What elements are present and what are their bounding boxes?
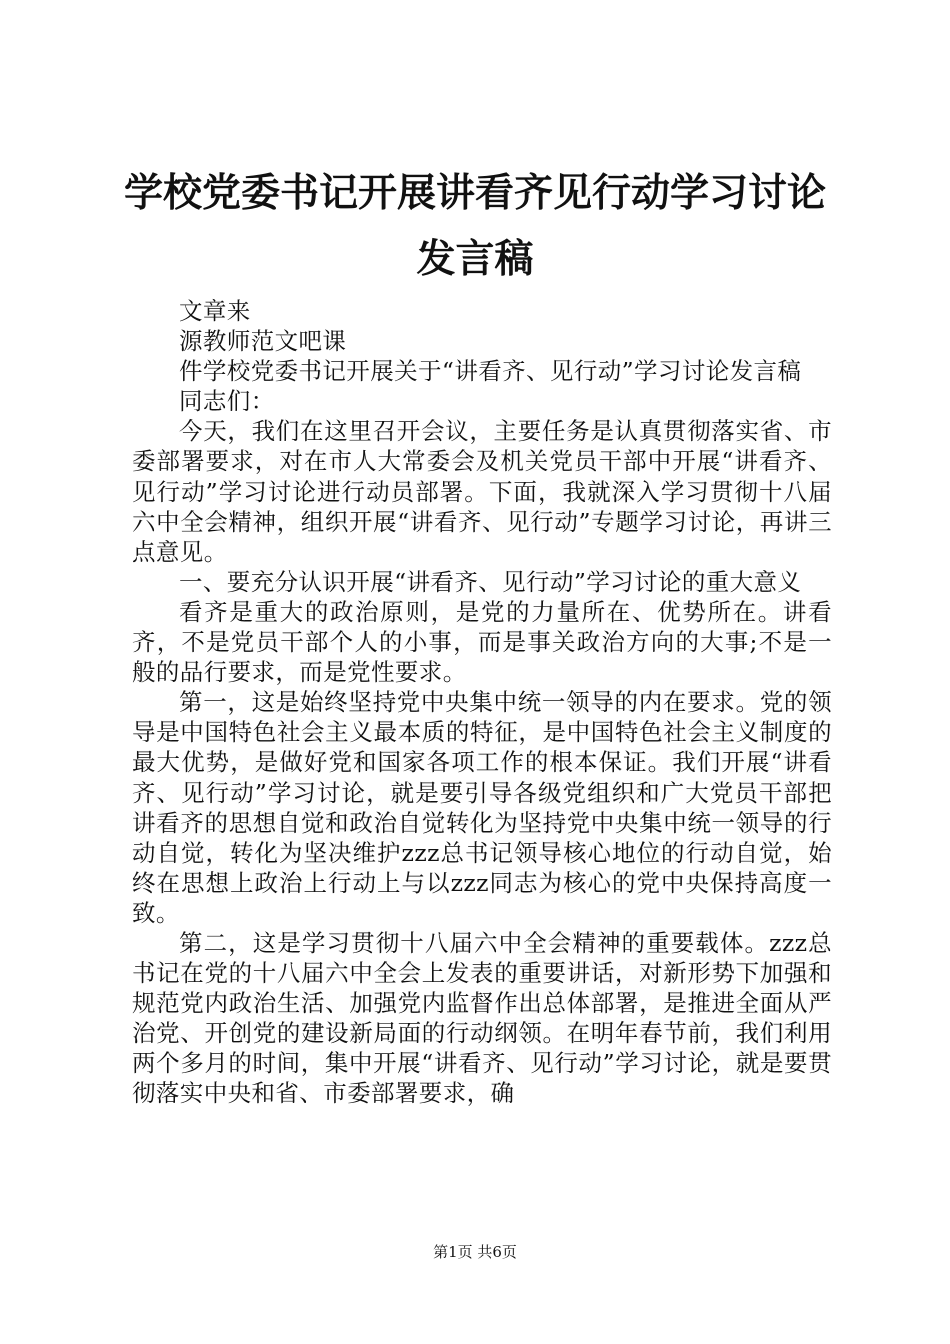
page-number-footer: 第1页 共6页 xyxy=(433,1243,517,1261)
paragraph: 今天，我们在这里召开会议，主要任务是认真贯彻落实省、市委部署要求，对在市人大常委会及机关党员干部中开展“讲看齐、见行动”学习讨论进行动员部署。下面，我就深入学习贯彻十八届六中全会精神，组织开展“讲看齐、见行动”专题学习讨论，再讲三点意见。 xyxy=(132,417,832,566)
paragraph: 看齐是重大的政治原则，是党的力量所在、优势所在。讲看齐，不是党员干部个人的小事，而是事关政治方向的大事;不是一般的品行要求，而是党性要求。 xyxy=(132,597,832,687)
document-title: 学校党委书记开展讲看齐见行动学习讨论发言稿 xyxy=(123,170,826,282)
document-body xyxy=(132,296,832,1109)
paragraph: 同志们： xyxy=(179,387,275,416)
paragraph: 第二，这是学习贯彻十八届六中全会精神的重要载体。zzz总书记在党的十八届六中全会上发表的重要讲话，对新形势下加强和规范党内政治生活、加强党内监督作出总体部署，是推进全面从严治党、开创党的建设新局面的行动纲领。在明年春节前，我们利用两个多月的时间，集中开展“讲看齐、见行动”学习讨论，就是要贯彻落实中央和省、市委部署要求，确 xyxy=(132,928,832,1108)
paragraph: 件学校党委书记开展关于“讲看齐、见行动”学习讨论发言稿 xyxy=(179,357,802,386)
paragraph: 第一，这是始终坚持党中央集中统一领导的内在要求。党的领导是中国特色社会主义最本质的特征，是中国特色社会主义制度的最大优势，是做好党和国家各项工作的根本保证。我们开展“讲看齐、见行动”学习讨论，就是要引导各级党组织和广大党员干部把讲看齐的思想自觉和政治自觉转化为坚持党中央集中统一领导的行动自觉，转化为坚决维护zzz总书记领导核心地位的行动自觉，始终在思想上政治上行动上与以zzz同志为核心的党中央保持高度一致。 xyxy=(132,688,832,927)
section-heading: 一、要充分认识开展“讲看齐、见行动”学习讨论的重大意义 xyxy=(179,567,802,596)
paragraph: 源教师范文吧课 xyxy=(179,327,347,356)
paragraph: 文章来 xyxy=(179,297,251,325)
